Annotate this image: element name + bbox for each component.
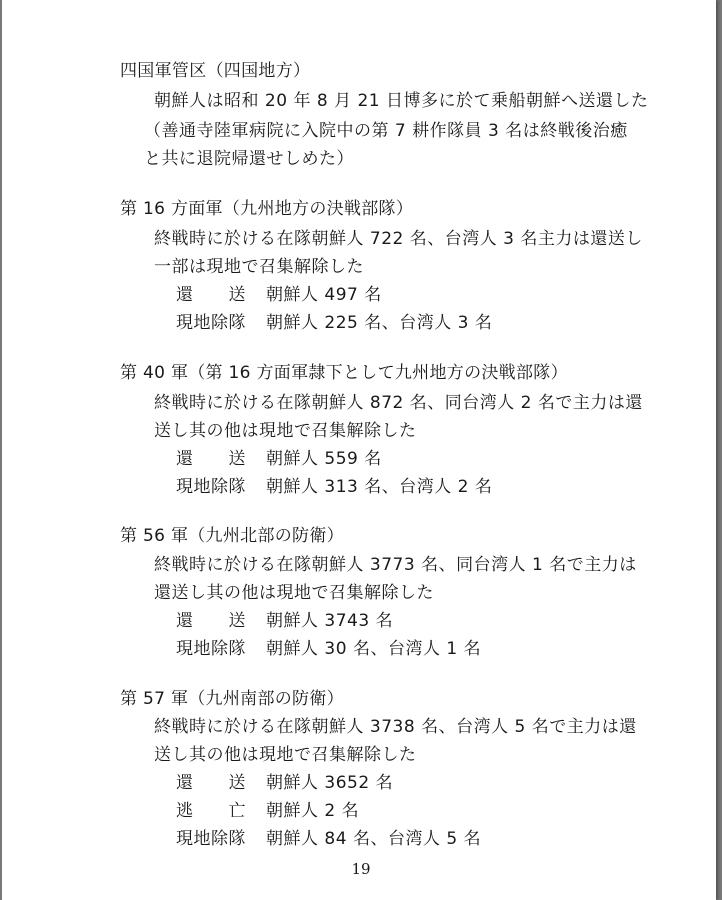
- disposition-item: [176, 828, 481, 850]
- disposition-value: 朝鮮人 559 名: [266, 449, 382, 469]
- section-body-line: 送し其の他は現地で召集解除した: [154, 745, 417, 765]
- disposition-item: [176, 772, 393, 794]
- section-body-line: と共に退院帰還せしめた）: [144, 149, 354, 169]
- disposition-item: [176, 800, 359, 822]
- section-body-line: 終戦時に於ける在隊朝鮮人 722 名、台湾人 3 名主力は還送し: [154, 229, 643, 249]
- section-heading: 四国軍管区（四国地方）: [120, 61, 311, 81]
- page-number: 19: [351, 860, 371, 878]
- disposition-item: [176, 476, 492, 498]
- disposition-value: 朝鮮人 497 名: [266, 285, 382, 305]
- disposition-label: 現地除隊: [176, 639, 246, 659]
- disposition-value: 朝鮮人 30 名、台湾人 1 名: [266, 639, 482, 659]
- disposition-item: [176, 312, 492, 334]
- disposition-value: 朝鮮人 3743 名: [266, 611, 394, 631]
- section-body-line: 終戦時に於ける在隊朝鮮人 3738 名、台湾人 5 名で主力は還: [154, 717, 637, 737]
- section-body-line: （善通寺陸軍病院に入院中の第 7 耕作隊員 3 名は終戦後治癒: [144, 121, 628, 141]
- disposition-value: 朝鮮人 84 名、台湾人 5 名: [266, 829, 482, 849]
- disposition-label: 現地除隊: [176, 313, 246, 333]
- disposition-label: 逃 亡: [176, 801, 246, 821]
- section-heading: 第 57 軍（九州南部の防衛）: [120, 689, 344, 709]
- section-heading: 第 40 軍（第 16 方面軍隷下として九州地方の決戦部隊）: [120, 363, 568, 383]
- disposition-item: [176, 448, 382, 470]
- disposition-label: 現地除隊: [176, 477, 246, 497]
- section-heading: 第 56 軍（九州北部の防衛）: [120, 526, 344, 546]
- disposition-item: [176, 638, 481, 660]
- disposition-value: 朝鮮人 313 名、台湾人 2 名: [266, 477, 493, 497]
- section-body-line: 朝鮮人は昭和 20 年 8 月 21 日博多に於て乗船朝鮮へ送還した: [154, 91, 649, 111]
- section-body-line: 終戦時に於ける在隊朝鮮人 872 名、同台湾人 2 名で主力は還: [154, 393, 643, 413]
- disposition-value: 朝鮮人 2 名: [266, 801, 360, 821]
- disposition-label: 現地除隊: [176, 829, 246, 849]
- document-page: [2, 0, 716, 900]
- disposition-value: 朝鮮人 225 名、台湾人 3 名: [266, 313, 493, 333]
- disposition-item: [176, 610, 393, 632]
- section-body-line: 一部は現地で召集解除した: [154, 257, 364, 277]
- disposition-label: 還 送: [176, 285, 246, 305]
- section-body-line: 還送し其の他は現地で召集解除した: [154, 583, 434, 603]
- disposition-value: 朝鮮人 3652 名: [266, 773, 394, 793]
- disposition-item: [176, 284, 382, 306]
- disposition-label: 還 送: [176, 611, 246, 631]
- disposition-label: 還 送: [176, 449, 246, 469]
- section-heading: 第 16 方面軍（九州地方の決戦部隊）: [120, 199, 414, 219]
- section-body-line: 終戦時に於ける在隊朝鮮人 3773 名、同台湾人 1 名で主力は: [154, 555, 637, 575]
- section-body-line: 送し其の他は現地で召集解除した: [154, 421, 417, 441]
- disposition-label: 還 送: [176, 773, 246, 793]
